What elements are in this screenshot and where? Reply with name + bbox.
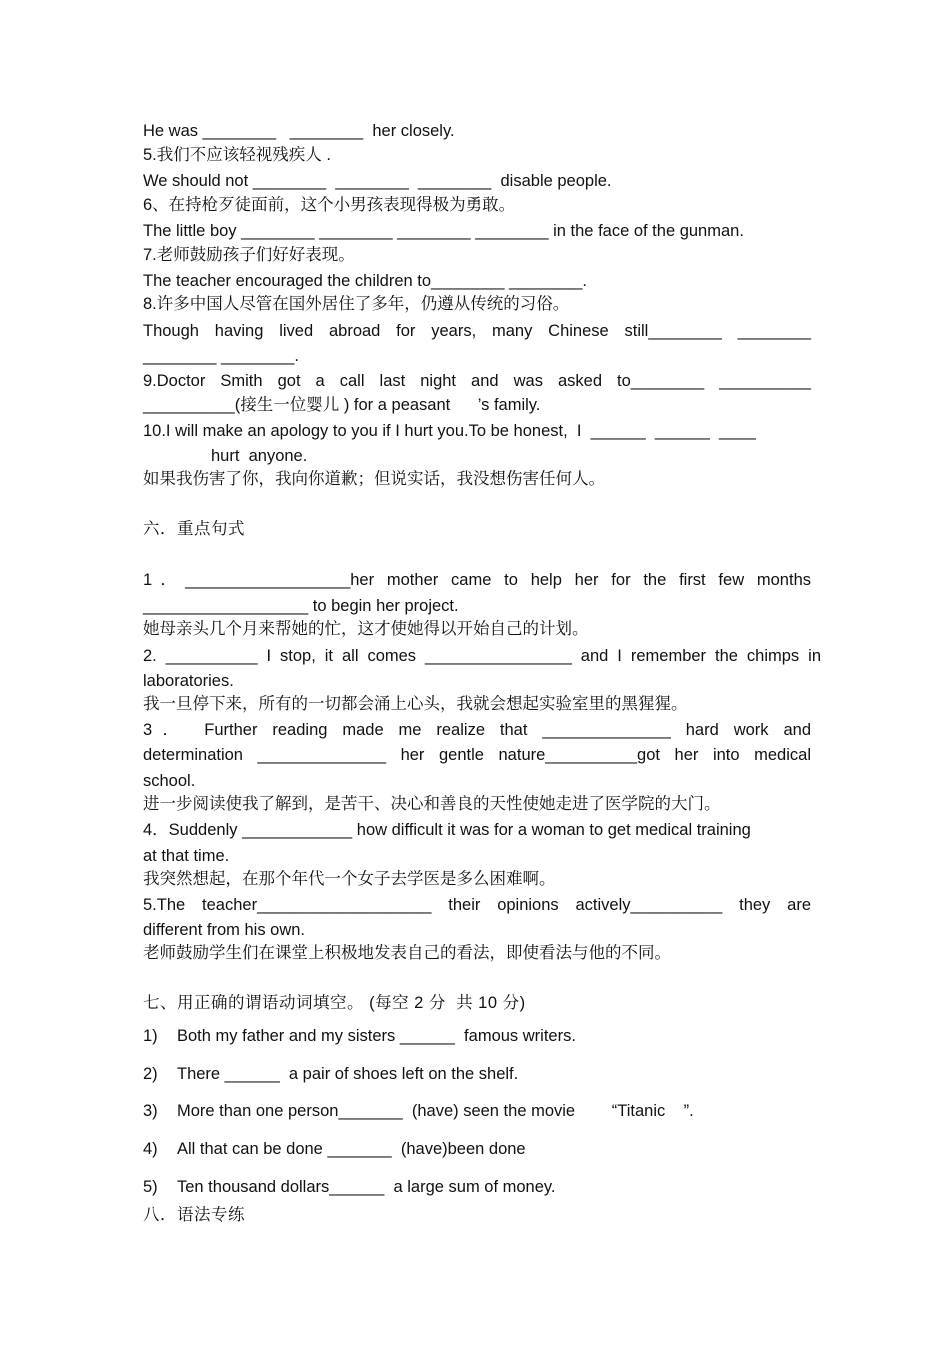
verb-item-number: 2)	[143, 1065, 158, 1083]
item-7-english: The teacher encouraged the children to________ ________.	[143, 272, 588, 290]
section-6-title: 六．重点句式	[143, 520, 245, 538]
verb-item-text: There ______ a pair of shoes left on the shelf.	[177, 1065, 519, 1083]
sentence-2-line1: 2. __________ I stop, it all comes ________________ and I remember the chimps in	[143, 647, 821, 665]
verb-item-number: 3)	[143, 1102, 158, 1120]
verb-item-2	[143, 1064, 518, 1084]
sentence-4-line1: 4．Suddenly ____________ how difficult it was for a woman to get medical training	[143, 821, 751, 839]
item-9-english-line1: 9.Doctor Smith got a call last night and was asked to________ __________	[143, 372, 811, 390]
item-10-english-line1: 10.I will make an apology to you if I hurt you.To be honest, I ______ ______ ____	[143, 422, 756, 440]
item-10-english-line2: hurt anyone.	[211, 447, 308, 465]
verb-item-4	[143, 1139, 526, 1159]
sentence-4-chinese: 我突然想起，在那个年代一个女子去学医是多么困难啊。	[143, 870, 556, 888]
verb-item-text: All that can be done _______ (have)been done	[177, 1140, 526, 1158]
sentence-5-chinese: 老师鼓励学生们在课堂上积极地发表自己的看法，即使看法与他的不同。	[143, 944, 671, 962]
verb-item-1	[143, 1026, 576, 1046]
item-8-english-line2: ________ ________.	[143, 347, 299, 365]
sentence-5-line2: different from his own.	[143, 921, 306, 939]
sentence-1-line2: __________________ to begin her project.	[143, 597, 459, 615]
section-7-title: 七、用正确的谓语动词填空。 (每空 2 分 共 10 分)	[143, 994, 526, 1012]
verb-item-3	[143, 1101, 694, 1121]
item-5-english: We should not ________ ________ ________ disable people.	[143, 172, 612, 190]
sentence-3-line3: school.	[143, 772, 196, 790]
sentence-3-line1: 3． Further reading made me realize that ______________ hard work and	[143, 721, 811, 739]
item-6-chinese: 6、在持枪歹徒面前，这个小男孩表现得极为勇敢。	[143, 196, 516, 214]
section-8-title: 八．语法专练	[143, 1206, 245, 1224]
verb-item-text: Both my father and my sisters ______ famous writers.	[177, 1027, 576, 1045]
item-7-chinese: 7.老师鼓励孩子们好好表现。	[143, 246, 355, 264]
item-8-chinese: 8.许多中国人尽管在国外居住了多年，仍遵从传统的习俗。	[143, 295, 570, 313]
item-9-english-line2: __________(接生一位婴儿 ) for a peasant ’s family.	[143, 396, 541, 414]
sentence-3-chinese: 进一步阅读使我了解到，是苦干、决心和善良的天性使她走进了医学院的大门。	[143, 795, 721, 813]
verb-item-text: Ten thousand dollars______ a large sum of money.	[177, 1178, 556, 1196]
verb-item-text: More than one person_______ (have) seen the movie “Titanic ”.	[177, 1102, 694, 1120]
item-8-english-line1: Though having lived abroad for years, many Chinese still________ ________	[143, 322, 811, 340]
verb-item-5	[143, 1177, 556, 1197]
sentence-4-line2: at that time.	[143, 847, 230, 865]
sentence-2-chinese: 我一旦停下来，所有的一切都会涌上心头，我就会想起实验室里的黑猩猩。	[143, 695, 688, 713]
sentence-2-line2: laboratories.	[143, 672, 234, 690]
item-10-chinese: 如果我伤害了你，我向你道歉；但说实话，我没想伤害任何人。	[143, 470, 605, 488]
verb-item-number: 1)	[143, 1027, 158, 1045]
sentence-3-line2: determination ______________ her gentle nature__________got her into medical	[143, 746, 811, 764]
item-6-english: The little boy ________ ________ ________ ________ in the face of the gunman.	[143, 222, 744, 240]
verb-item-number: 4)	[143, 1140, 158, 1158]
item-4-english: He was ________ ________ her closely.	[143, 122, 455, 140]
item-5-chinese: 5.我们不应该轻视残疾人 .	[143, 146, 331, 164]
sentence-1-line1: 1．__________________her mother came to help her for the first few months	[143, 571, 811, 589]
sentence-1-chinese: 她母亲头几个月来帮她的忙，这才使她得以开始自己的计划。	[143, 620, 589, 638]
sentence-5-line1: 5.The teacher___________________ their opinions actively__________ they are	[143, 896, 811, 914]
verb-item-number: 5)	[143, 1178, 158, 1196]
